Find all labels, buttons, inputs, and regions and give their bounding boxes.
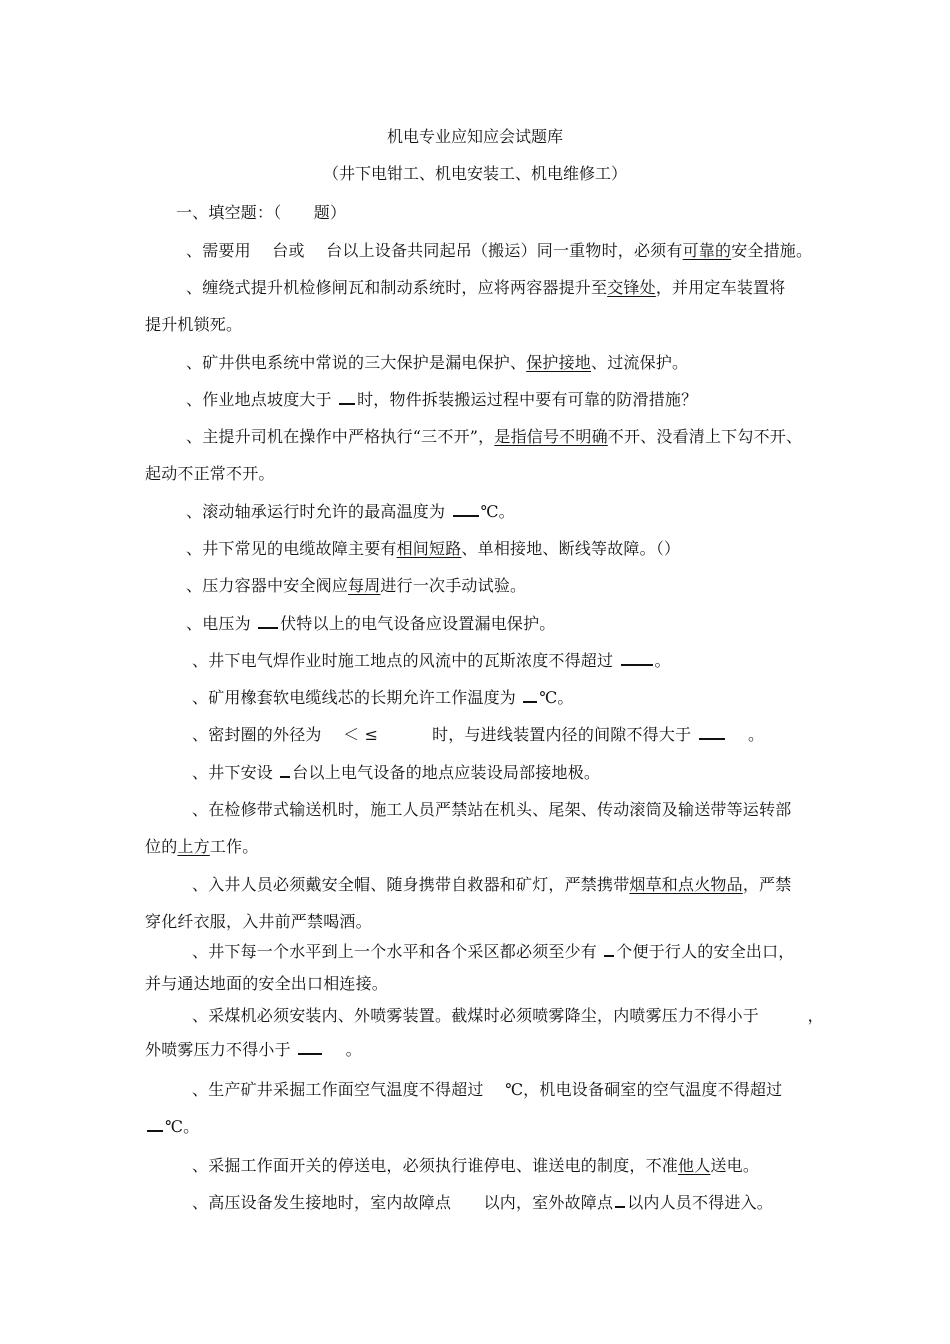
question-19: 、采掘工作面开关的停送电，必须执行谁停电、谁送电的制度，不准他人送电。 <box>192 1156 760 1175</box>
answer-blank <box>699 738 725 740</box>
question-16: 、井下每一个水平到上一个水平和各个采区都必须至少有 个便于行人的安全出口， <box>192 942 795 961</box>
question-3: 、矿井供电系统中常说的三大保护是漏电保护、保护接地、过流保护。 <box>186 353 689 372</box>
answer-blank <box>604 955 614 957</box>
question-14-continued: 位的上方工作。 <box>145 837 259 856</box>
question-8: 、压力容器中安全阀应每周进行一次手动试验。 <box>186 576 527 595</box>
question-18: 、生产矿井采掘工作面空气温度不得超过 ℃，机电设备硐室的空气温度不得超过 <box>192 1080 783 1099</box>
question-10: 、井下电气焊作业时施工地点的风流中的瓦斯浓度不得超过 。 <box>192 651 671 670</box>
question-15-continued: 穿化纤衣服，入井前严禁喝酒。 <box>145 912 372 931</box>
question-15: 、入井人员必须戴安全帽、随身携带自救器和矿灯，严禁携带烟草和点火物品，严禁 <box>192 875 792 894</box>
answer-blank <box>147 1130 163 1132</box>
answer-blank <box>339 403 355 405</box>
answer-blank <box>280 776 290 778</box>
question-17-continued: 外喷雾压力不得小于 。 <box>145 1040 362 1059</box>
question-1: 、需要用 台或 台以上设备共同起吊（搬运）同一重物时，必须有可靠的安全措施。 <box>186 241 813 260</box>
question-20: 、高压设备发生接地时，室内故障点 以内，室外故障点 以内人员不得进入。 <box>192 1193 774 1212</box>
question-5-continued: 起动不正常不开。 <box>145 464 275 483</box>
question-17: 、采煤机必须安装内、外喷雾装置。截煤时必须喷雾降尘，内喷雾压力不得小于 ， <box>192 1006 824 1025</box>
page-title: 机电专业应知应会试题库 <box>386 127 563 146</box>
question-12: 、密封圈的外径为 ＜ ≤ 时，与进线装置内径的间隙不得大于 。 <box>192 725 765 744</box>
page-subtitle: （井下电钳工、机电安装工、机电维修工） <box>322 164 627 183</box>
question-9: 、电压为 伏特以上的电气设备应设置漏电保护。 <box>186 614 556 633</box>
question-18-continued: ℃。 <box>145 1114 199 1137</box>
question-2: 、缠绕式提升机检修闸瓦和制动系统时，应将两容器提升至交锋处，并用定车装置将 <box>186 278 786 297</box>
question-5: 、主提升司机在操作中严格执行“三不开”，是指信号不明确不开、没看清上下勾不开、 <box>186 427 803 446</box>
question-7: 、井下常见的电缆故障主要有相间短路、单相接地、断线等故障。（） <box>186 539 681 558</box>
question-13: 、井下安设 台以上电气设备的地点应装设局部接地极。 <box>192 763 601 782</box>
answer-blank <box>615 1206 625 1208</box>
answer-blank <box>621 664 653 666</box>
question-16-continued: 并与通达地面的安全出口相连接。 <box>145 974 389 993</box>
section-heading: 一、填空题：（ 题） <box>176 203 347 222</box>
answer-blank <box>298 1053 322 1055</box>
answer-blank <box>258 627 278 629</box>
question-14: 、在检修带式输送机时，施工人员严禁站在机头、尾架、传动滚筒及输送带等运转部 <box>192 800 792 819</box>
answer-blank <box>453 515 479 517</box>
question-4: 、作业地点坡度大于 时，物件拆装搬运过程中要有可靠的防滑措施？ <box>186 390 698 409</box>
question-11: 、矿用橡套软电缆线芯的长期允许工作温度为 ℃。 <box>192 688 574 707</box>
question-6: 、滚动轴承运行时允许的最高温度为 ℃。 <box>186 502 515 521</box>
question-2-continued: 提升机锁死。 <box>145 315 243 334</box>
answer-blank <box>523 701 537 703</box>
